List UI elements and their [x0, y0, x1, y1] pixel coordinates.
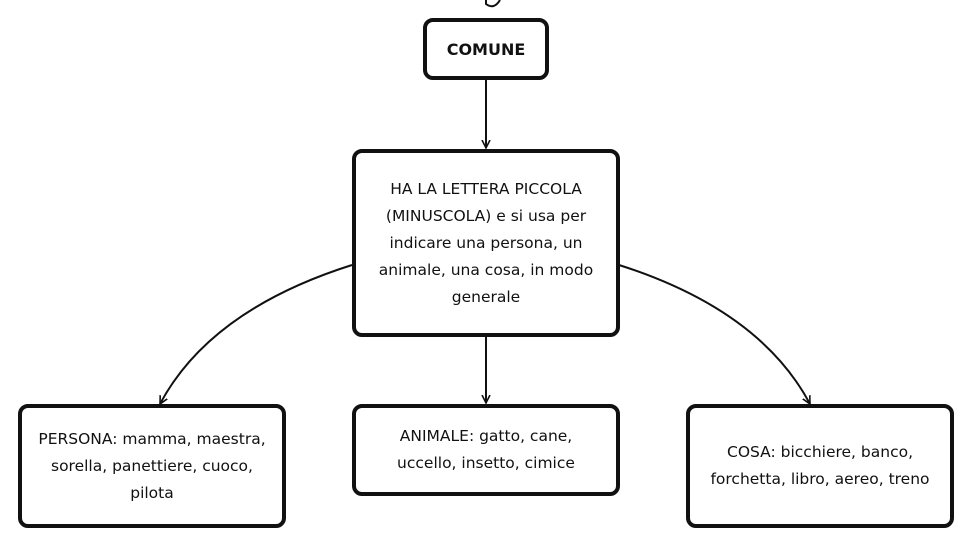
cosa-text: COSA: bicchiere, banco, forchetta, libro, aereo, treno	[710, 443, 930, 488]
incoming-arrow	[486, 0, 500, 6]
cosa-node	[686, 404, 954, 528]
animale-text: ANIMALE: gatto, cane, uccello, insetto, cimice	[397, 427, 575, 472]
arrow-definition-to-cosa	[619, 265, 810, 404]
root-label: COMUNE	[446, 39, 526, 59]
definition-text: HA LA LETTERA PICCOLA (MINUSCOLA) e si usa per indicare una persona, un animale, una cosa, in modo generale	[378, 179, 594, 306]
persona-text: PERSONA: mamma, maestra, sorella, panettiere, cuoco, pilota	[38, 429, 266, 502]
animale-node	[352, 404, 620, 496]
definition-node	[352, 149, 620, 337]
persona-node	[18, 404, 286, 528]
root-node	[423, 18, 549, 80]
arrow-definition-to-persona	[160, 265, 352, 404]
